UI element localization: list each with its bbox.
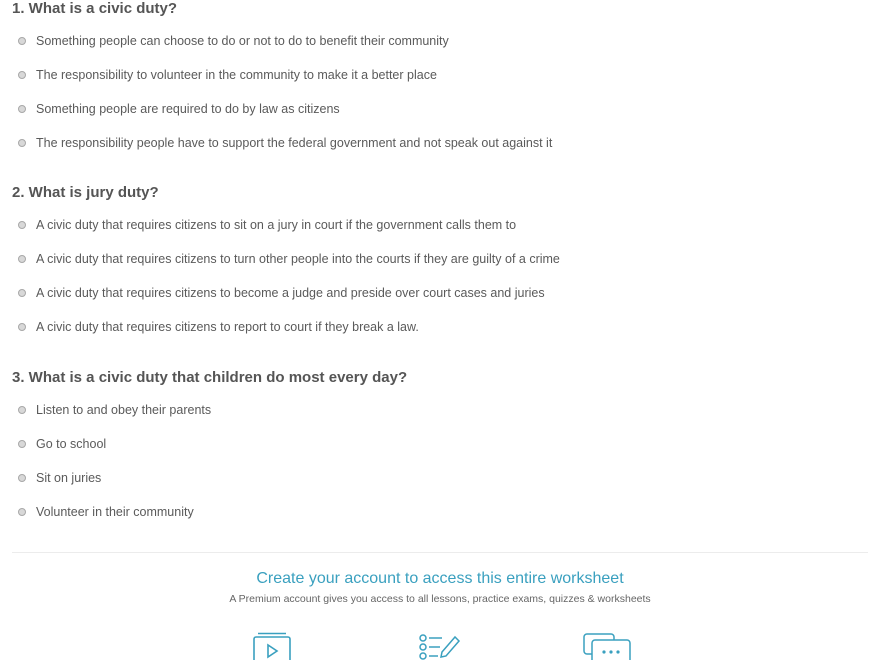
cta-subtitle: A Premium account gives you access to all lessons, practice exams, quizzes & worksheets	[229, 593, 651, 605]
answer-option[interactable]	[12, 495, 407, 529]
radio-button-icon[interactable]	[18, 323, 26, 331]
answer-option[interactable]	[12, 24, 449, 58]
answer-text: Something people are required to do by law as citizens	[36, 102, 340, 116]
video-lesson-icon	[252, 632, 292, 660]
quiz-checklist-icon	[418, 632, 462, 660]
answer-options	[12, 393, 407, 529]
radio-button-icon[interactable]	[18, 71, 26, 79]
answer-text: Go to school	[36, 437, 107, 451]
answer-option[interactable]	[12, 58, 437, 92]
answer-option[interactable]	[12, 310, 419, 344]
answer-text: The responsibility to volunteer in the community to make it a better place	[36, 68, 437, 82]
answer-option[interactable]	[12, 393, 407, 427]
question-3	[12, 369, 407, 529]
answer-text: The responsibility people have to support the federal government and not speak out against it	[36, 136, 553, 150]
answer-text: A civic duty that requires citizens to turn other people into the courts if they are guilty of a crime	[36, 252, 560, 266]
answer-option[interactable]	[12, 208, 517, 242]
question-title: 1. What is a civic duty?	[12, 0, 178, 17]
answer-options	[12, 24, 553, 160]
radio-button-icon[interactable]	[18, 105, 26, 113]
answer-text: Something people can choose to do or not to do to benefit their community	[36, 34, 449, 48]
cta-title[interactable]: Create your account to access this entire worksheet	[256, 570, 624, 587]
radio-button-icon[interactable]	[18, 406, 26, 414]
radio-button-icon[interactable]	[18, 139, 26, 147]
answer-text: A civic duty that requires citizens to report to court if they break a law.	[36, 320, 419, 334]
answer-option[interactable]	[12, 126, 553, 160]
answer-option[interactable]	[12, 242, 560, 276]
question-1	[12, 0, 553, 160]
chat-support-icon	[582, 632, 632, 660]
question-2	[12, 184, 560, 344]
answer-text: A civic duty that requires citizens to become a judge and preside over court cases and juries	[36, 286, 545, 300]
answer-option[interactable]	[12, 276, 545, 310]
answer-text: Listen to and obey their parents	[36, 403, 212, 417]
question-title: 2. What is jury duty?	[12, 184, 159, 201]
radio-button-icon[interactable]	[18, 474, 26, 482]
answer-text: A civic duty that requires citizens to sit on a jury in court if the government calls them to	[36, 218, 517, 232]
radio-button-icon[interactable]	[18, 508, 26, 516]
question-title: 3. What is a civic duty that children do most every day?	[12, 369, 408, 386]
radio-button-icon[interactable]	[18, 221, 26, 229]
answer-option[interactable]	[12, 92, 340, 126]
answer-options	[12, 208, 560, 344]
radio-button-icon[interactable]	[18, 37, 26, 45]
answer-option[interactable]	[12, 461, 407, 495]
answer-text: Sit on juries	[36, 471, 102, 485]
radio-button-icon[interactable]	[18, 289, 26, 297]
answer-text: Volunteer in their community	[36, 505, 194, 519]
radio-button-icon[interactable]	[18, 440, 26, 448]
answer-option[interactable]	[12, 427, 407, 461]
radio-button-icon[interactable]	[18, 255, 26, 263]
section-divider	[12, 552, 868, 553]
